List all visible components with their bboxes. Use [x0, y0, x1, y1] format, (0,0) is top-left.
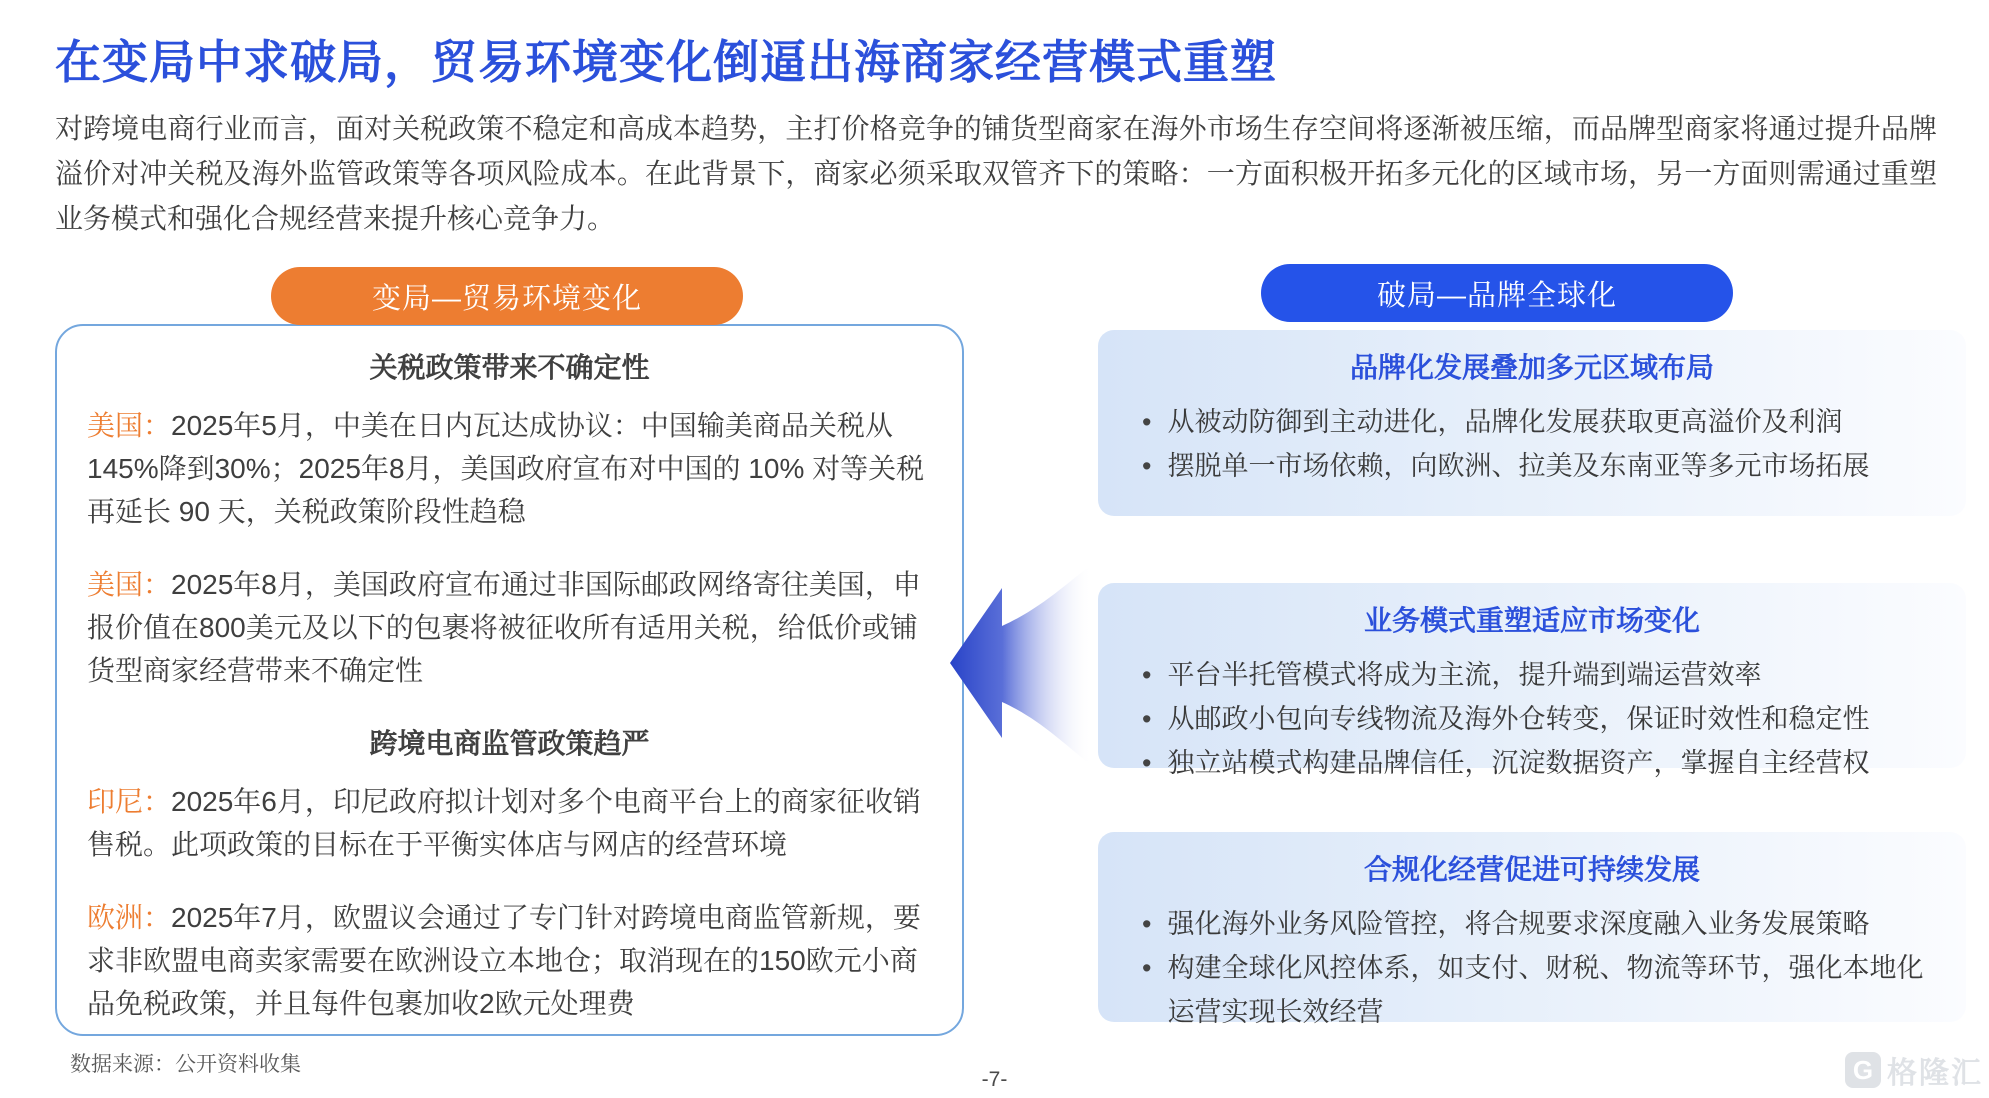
card-title: 业务模式重塑适应市场变化: [1363, 605, 1700, 636]
policy-item-us-may: [87, 404, 932, 533]
section-heading-regulation-tightening: 跨境电商监管政策趋严: [369, 728, 650, 759]
card-bullet-list: [1132, 902, 1932, 1034]
bullet-item: [1132, 400, 1932, 444]
policy-text: 2025年8月，美国政府宣布通过非国际邮政网络寄往美国，申报价值在800美元及以下的包裹将被征收所有适用关税，给低价或铺货型商家经营带来不确定性: [87, 569, 921, 686]
country-label: 美国：: [87, 410, 172, 441]
bullet-item: [1132, 946, 1932, 1034]
bullet-item: [1132, 653, 1932, 697]
bullet-text: • 摆脱单一市场依赖，向欧洲、拉美及东南亚等多元市场拓展: [1167, 451, 1870, 481]
badge-label: 变局—贸易环境变化: [371, 282, 642, 315]
bullet-text: • 独立站模式构建品牌信任，沉淀数据资产，掌握自主经营权: [1167, 748, 1870, 778]
page-title: 在变局中求破局，贸易环境变化倒逼出海商家经营模式重塑: [55, 36, 1277, 88]
bullet-item: [1132, 444, 1932, 488]
data-source-note: 数据来源：公开资料收集: [70, 1053, 301, 1076]
country-label: 欧洲：: [87, 902, 172, 933]
bullet-item: [1132, 741, 1932, 785]
policy-text: 2025年5月，中美在日内瓦达成协议：中国输美商品关税从145%降到30%；2025年8月，美国政府宣布对中国的 10% 对等关税再延长 90 天，关税政策阶段性趋稳: [87, 410, 925, 527]
gelonghui-g-icon: G: [1845, 1052, 1881, 1088]
trade-policy-panel: [55, 324, 964, 1036]
policy-item-us-aug: [87, 563, 932, 692]
policy-text: 2025年6月，印尼政府拟计划对多个电商平台上的商家征收销售税。此项政策的目标在于平衡实体店与网店的经营环境: [87, 786, 921, 860]
bullet-text: • 构建全球化风控体系，如支付、财税、物流等环节，强化本地化运营实现长效经营: [1167, 953, 1924, 1027]
bullet-text: • 强化海外业务风险管控，将合规要求深度融入业务发展策略: [1167, 909, 1870, 939]
gelonghui-watermark-logo: [1845, 1048, 1983, 1092]
card-brand-regional-layout: [1098, 330, 1966, 516]
bullet-text: • 从邮政小包向专线物流及海外仓转变，保证时效性和稳定性: [1167, 704, 1870, 734]
badge-brand-globalization: [1261, 264, 1733, 322]
policy-item-indonesia: [87, 780, 932, 866]
card-bullet-list: [1132, 400, 1932, 488]
section-heading-tariff-uncertainty: 关税政策带来不确定性: [369, 352, 650, 383]
left-pointing-arrow-icon: [948, 556, 1100, 774]
card-business-model-reshape: [1098, 583, 1966, 778]
country-label: 印尼：: [87, 786, 172, 817]
card-bullet-list: [1132, 653, 1932, 785]
bullet-text: • 从被动防御到主动进化，品牌化发展获取更高溢价及利润: [1167, 407, 1843, 437]
card-title: 品牌化发展叠加多元区域布局: [1349, 352, 1714, 383]
badge-label: 破局—品牌全球化: [1376, 279, 1617, 312]
gelonghui-logo-text: 格隆汇: [1887, 1057, 1983, 1090]
card-compliance-sustainability: [1098, 832, 1966, 1027]
intro-paragraph: 对跨境电商行业而言，面对关税政策不稳定和高成本趋势，主打价格竞争的铺货型商家在海外市场生存空间将逐渐被压缩，而品牌型商家将通过提升品牌溢价对冲关税及海外监管政策等各项风险成本。在此背景下，商家必须采取双管齐下的策略：一方面积极开拓多元化的区域市场，另一方面则需通过重塑业务模式和强化合规经营来提升核心竞争力。: [55, 113, 1937, 234]
country-label: 美国：: [87, 569, 172, 600]
bullet-item: [1132, 902, 1932, 946]
page-number: -7-: [981, 1068, 1008, 1091]
policy-item-europe: [87, 896, 932, 1025]
badge-trade-environment-change: [271, 267, 743, 325]
bullet-item: [1132, 697, 1932, 741]
card-title: 合规化经营促进可持续发展: [1363, 854, 1700, 885]
bullet-text: • 平台半托管模式将成为主流，提升端到端运营效率: [1167, 660, 1762, 690]
policy-text: 2025年7月，欧盟议会通过了专门针对跨境电商监管新规，要求非欧盟电商卖家需要在欧洲设立本地仓；取消现在的150欧元小商品免税政策，并且每件包裹加收2欧元处理费: [87, 902, 921, 1019]
